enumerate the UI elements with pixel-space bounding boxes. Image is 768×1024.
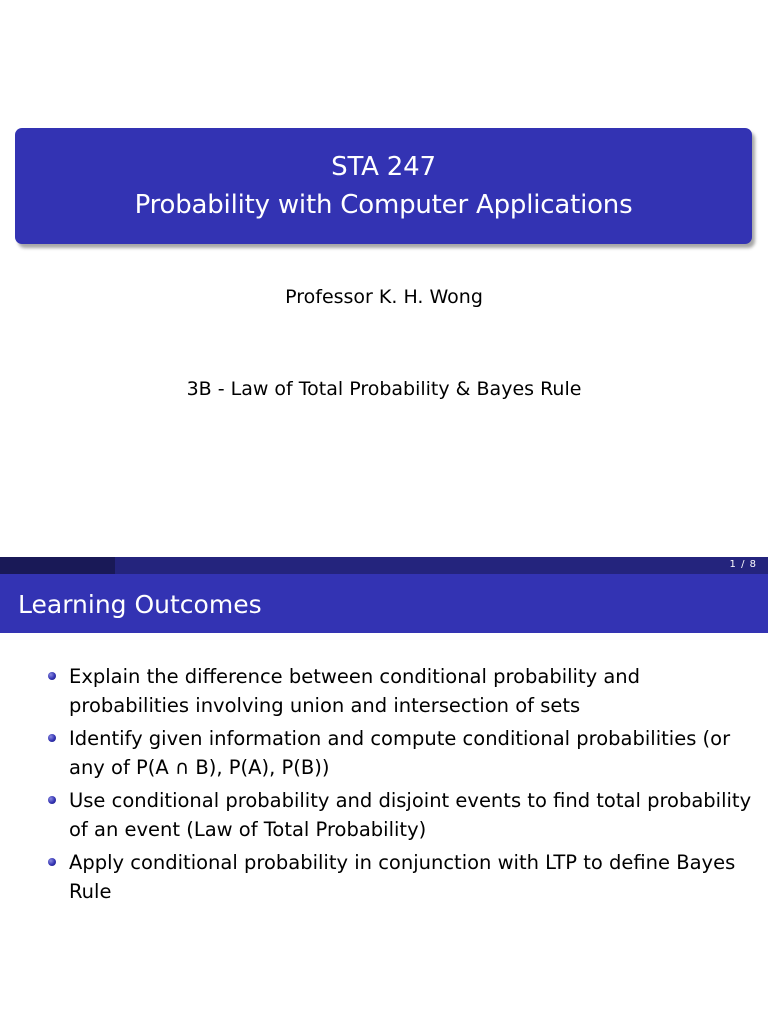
- bullet-icon: [48, 796, 56, 804]
- list-item: [48, 662, 758, 720]
- list-item-text: Explain the difference between conditional probability and probabilities involving union and intersection of sets: [69, 665, 641, 717]
- page-number: 1 / 8: [729, 559, 757, 570]
- bullet-icon: [48, 858, 56, 866]
- list-item-text: Use conditional probability and disjoint events to find total probability of an event (Law of Total Probability): [69, 789, 752, 841]
- progress-bar: [0, 557, 768, 574]
- learning-outcomes-list: [48, 662, 758, 910]
- lecture-subtitle: 3B - Law of Total Probability & Bayes Rule: [186, 378, 582, 400]
- list-item: [48, 786, 758, 844]
- author-name: Professor K. H. Wong: [285, 286, 483, 308]
- course-title: Probability with Computer Applications: [134, 190, 633, 220]
- list-item-text: Apply conditional probability in conjunction with LTP to define Bayes Rule: [69, 851, 736, 903]
- list-item: [48, 848, 758, 906]
- frame-title: Learning Outcomes: [18, 590, 262, 619]
- list-item-text: Identify given information and compute conditional probabilities (or any of P(A ∩ B), P(A), P(B)): [69, 727, 731, 779]
- progress-fill: [0, 557, 115, 574]
- list-item: [48, 724, 758, 782]
- bullet-icon: [48, 672, 56, 680]
- title-box: [15, 128, 752, 244]
- bullet-icon: [48, 734, 56, 742]
- frame-title-bar: [0, 574, 768, 633]
- course-code: STA 247: [331, 152, 436, 182]
